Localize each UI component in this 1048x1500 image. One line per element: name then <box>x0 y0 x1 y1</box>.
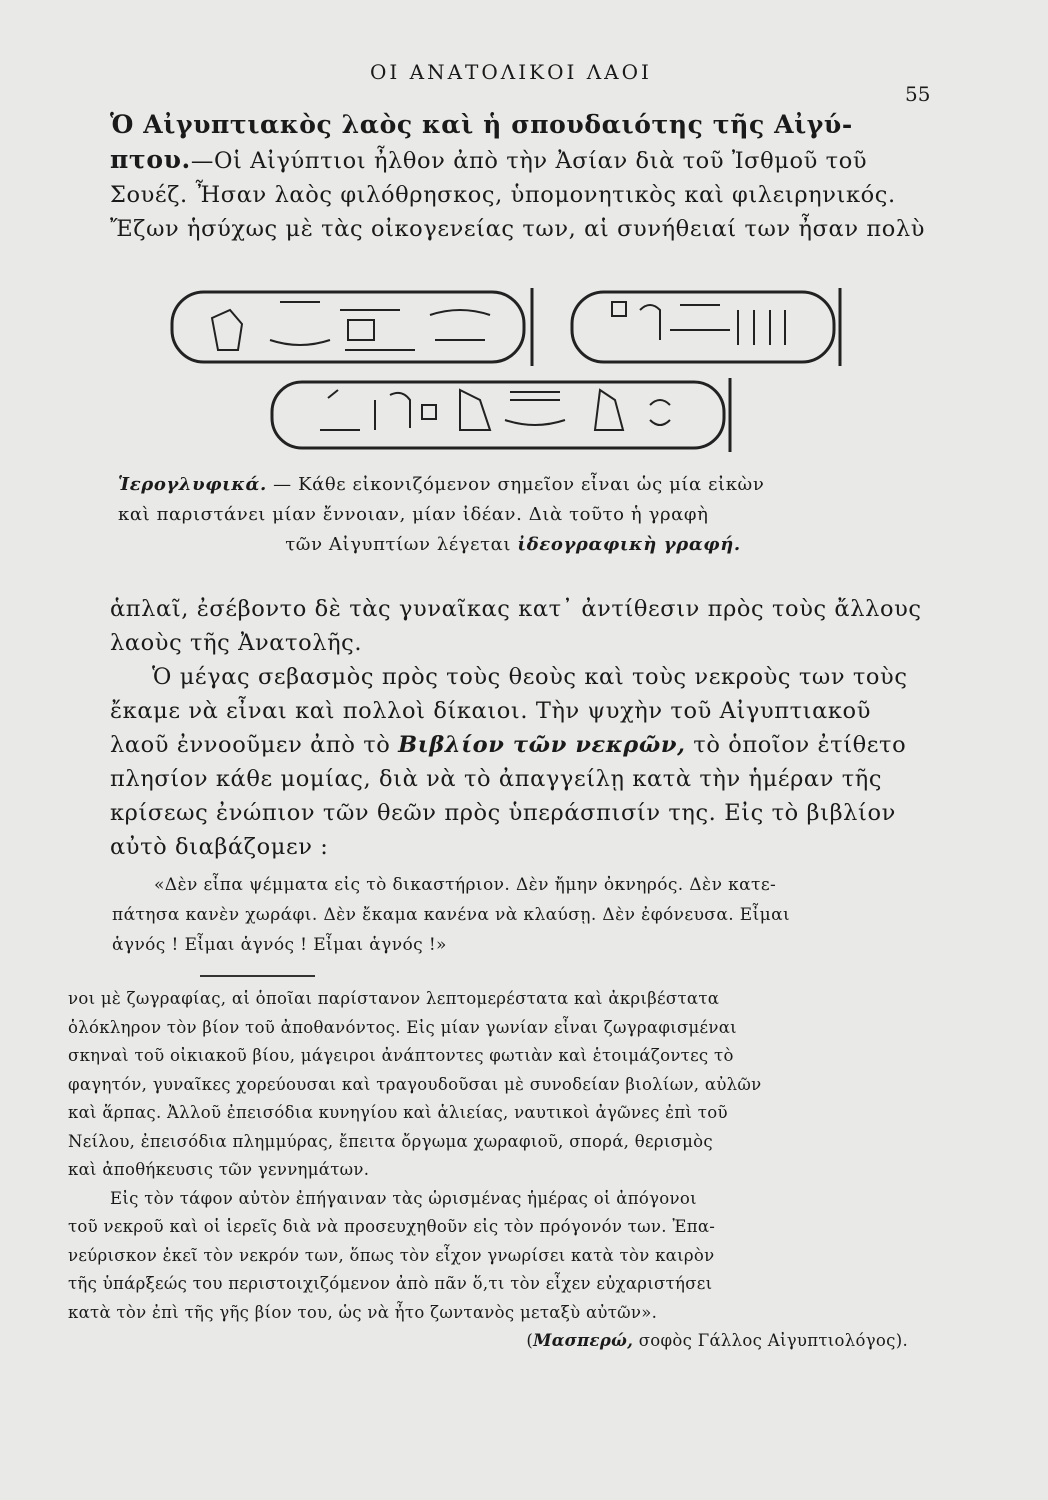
caption-term: Ἱερογλυφικά. <box>118 474 267 495</box>
cartouche-right-glyphs <box>612 302 785 345</box>
cartouche-bottom <box>272 378 730 452</box>
attribution-open: ( <box>526 1331 534 1350</box>
footnote-line: τῆς ὑπάρξεώς του περιστοιχιζόμενον ἀπὸ πᾶν ὅ,τι τὸν εἶχεν εὐχαριστήσει <box>68 1274 713 1293</box>
figure-caption <box>118 470 908 560</box>
book-of-dead-title: Βιβλίον τῶν νεκρῶν, <box>398 732 686 758</box>
quote-line-1: «Δὲν εἶπα ψέμματα εἰς τὸ δικαστήριον. Δὲν ἤμην ὀκνηρός. Δὲν κατε- <box>154 875 777 895</box>
body-line-4: ἔκαμε νὰ εἶναι καὶ πολλοὶ δίκαιοι. Τὴν ψυχὴν τοῦ Αἰγυπτιακοῦ <box>110 698 871 724</box>
body-line-8: αὐτὸ διαβάζομεν : <box>110 834 329 860</box>
section-heading-end: πτου. <box>110 145 191 174</box>
body-line-6: πλησίον κάθε μομίας, διὰ νὰ τὸ ἀπαγγείλῃ κατὰ τὴν ἡμέραν τῆς <box>110 766 883 792</box>
body-line-2: λαοὺς τῆς Ἀνατολῆς. <box>110 630 363 656</box>
quotation <box>112 870 942 960</box>
footnote-line: Νείλου, ἐπεισόδια πλημμύρας, ἔπειτα ὄργωμα χωραφιοῦ, σπορά, θερισμὸς <box>68 1131 713 1151</box>
main-paragraphs <box>110 592 940 864</box>
footnote-line: νεύρισκον ἐκεῖ τὸν νεκρόν των, ὅπως τὸν εἶχον γνωρίσει κατὰ τὸν καιρὸν <box>68 1245 715 1265</box>
body-line-5-start: λαοῦ ἐννοοῦμεν ἀπὸ τὸ <box>110 732 399 758</box>
intro-line-3: Σουέζ. Ἦσαν λαὸς φιλόθρησκος, ὑπομονητικὸς καὶ φιλειρηνικός. <box>110 182 896 208</box>
footnote-line: κατὰ τὸν ἐπὶ τῆς γῆς βίον του, ὡς νὰ ἦτο ζωντανὸς μεταξὺ αὐτῶν». <box>68 1302 658 1322</box>
quote-line-3: ἁγνός ! Εἶμαι ἁγνός ! Εἶμαι ἁγνός !» <box>112 935 447 955</box>
intro-paragraph <box>110 108 940 246</box>
attribution <box>68 1327 948 1356</box>
caption-line-1 <box>118 470 908 500</box>
attribution-rest: σοφὸς Γάλλος Αἰγυπτιολόγος). <box>633 1331 908 1350</box>
footnote-line: Εἰς τὸν τάφον αὐτὸν ἐπήγαιναν τὰς ὡρισμένας ἡμέρας οἱ ἀπόγονοι <box>110 1188 697 1208</box>
footnote-line: τοῦ νεκροῦ καὶ οἱ ἱερεῖς διὰ νὰ προσευχηθοῦν εἰς τὸν πρόγονόν των. Ἐπα- <box>68 1217 716 1236</box>
body-line-7: κρίσεως ἐνώπιον τῶν θεῶν πρὸς ὑπεράσπισίν της. Εἰς τὸ βιβλίον <box>110 800 896 826</box>
footnote-line: καὶ ἅρπας. Ἀλλοῦ ἐπεισόδια κυνηγίου καὶ ἁλιείας, ναυτικοὶ ἀγῶνες ἐπὶ τοῦ <box>68 1103 728 1122</box>
body-line-5-end: τὸ ὁποῖον ἐτίθετο <box>685 732 907 758</box>
caption-line-3 <box>118 530 908 560</box>
body-line-5 <box>110 728 940 762</box>
cartouche-left <box>172 288 532 366</box>
body-line-1: ἁπλαῖ, ἐσέβοντο δὲ τὰς γυναῖκας κατ᾽ ἀντίθεσιν πρὸς τοὺς ἄλλους <box>110 596 922 622</box>
caption-line-1-text: — Κάθε εἰκονιζόμενον σημεῖον εἶναι ὡς μία εἰκὼν <box>266 474 765 495</box>
intro-line-2-text: —Οἱ Αἰγύπτιοι ἦλθον ἀπὸ τὴν Ἀσίαν διὰ τοῦ Ἰσθμοῦ τοῦ <box>190 148 868 174</box>
footnote-line: νοι μὲ ζωγραφίας, αἱ ὁποῖαι παρίστανον λεπτομερέστατα καὶ ἀκριβέστατα <box>68 989 720 1008</box>
cartouche-left-glyphs <box>212 302 490 350</box>
caption-emphasis: ἰδεογραφικὴ γραφή. <box>517 534 741 555</box>
cartouche-bottom-glyphs <box>320 390 670 430</box>
intro-line-2 <box>110 143 940 178</box>
page-number: 55 <box>905 82 931 106</box>
intro-line-4: Ἔζων ἡσύχως μὲ τὰς οἰκογενείας των, αἱ συνήθειαί των ἦσαν πολὺ <box>110 216 926 242</box>
attribution-name: Μασπερώ, <box>533 1331 634 1350</box>
intro-line-1 <box>110 108 940 143</box>
footnote-line: φαγητόν, γυναῖκες χορεύουσαι καὶ τραγουδοῦσαι μὲ συνοδείαν βιολίων, αὐλῶν <box>68 1074 762 1094</box>
caption-line-2: καὶ παριστάνει μίαν ἔννοιαν, μίαν ἰδέαν. Διὰ τοῦτο ἡ γραφὴ <box>118 504 709 525</box>
cartouche-right <box>572 288 840 366</box>
footnote-line: σκηναὶ τοῦ οἰκιακοῦ βίου, μάγειροι ἀνάπτοντες φωτιὰν καὶ ἑτοιμάζοντες τὸ <box>68 1046 734 1065</box>
footnote-line: καὶ ἀποθήκευσις τῶν γεννημάτων. <box>68 1160 370 1179</box>
section-heading: Ὁ Αἰγυπτιακὸς λαὸς καὶ ἡ σπουδαιότης τῆς Αἰγύ- <box>110 110 853 139</box>
footnote <box>68 985 948 1356</box>
footnote-line: ὁλόκληρον τὸν βίον τοῦ ἀποθανόντος. Εἰς μίαν γωνίαν εἶναι ζωγραφισμέναι <box>68 1017 737 1037</box>
hieroglyph-cartouches <box>160 280 860 460</box>
body-line-3: Ὁ μέγας σεβασμὸς πρὸς τοὺς θεοὺς καὶ τοὺς νεκροὺς των τοὺς <box>152 664 908 690</box>
quote-line-2: πάτησα κανὲν χωράφι. Δὲν ἔκαμα κανένα νὰ κλαύσῃ. Δὲν ἐφόνευσα. Εἶμαι <box>112 905 791 925</box>
running-title: ΟΙ ΑΝΑΤΟΛΙΚΟΙ ΛΑΟΙ <box>370 60 652 84</box>
caption-line-3-text: τῶν Αἰγυπτίων λέγεται <box>285 534 518 555</box>
footnote-rule <box>200 975 315 977</box>
